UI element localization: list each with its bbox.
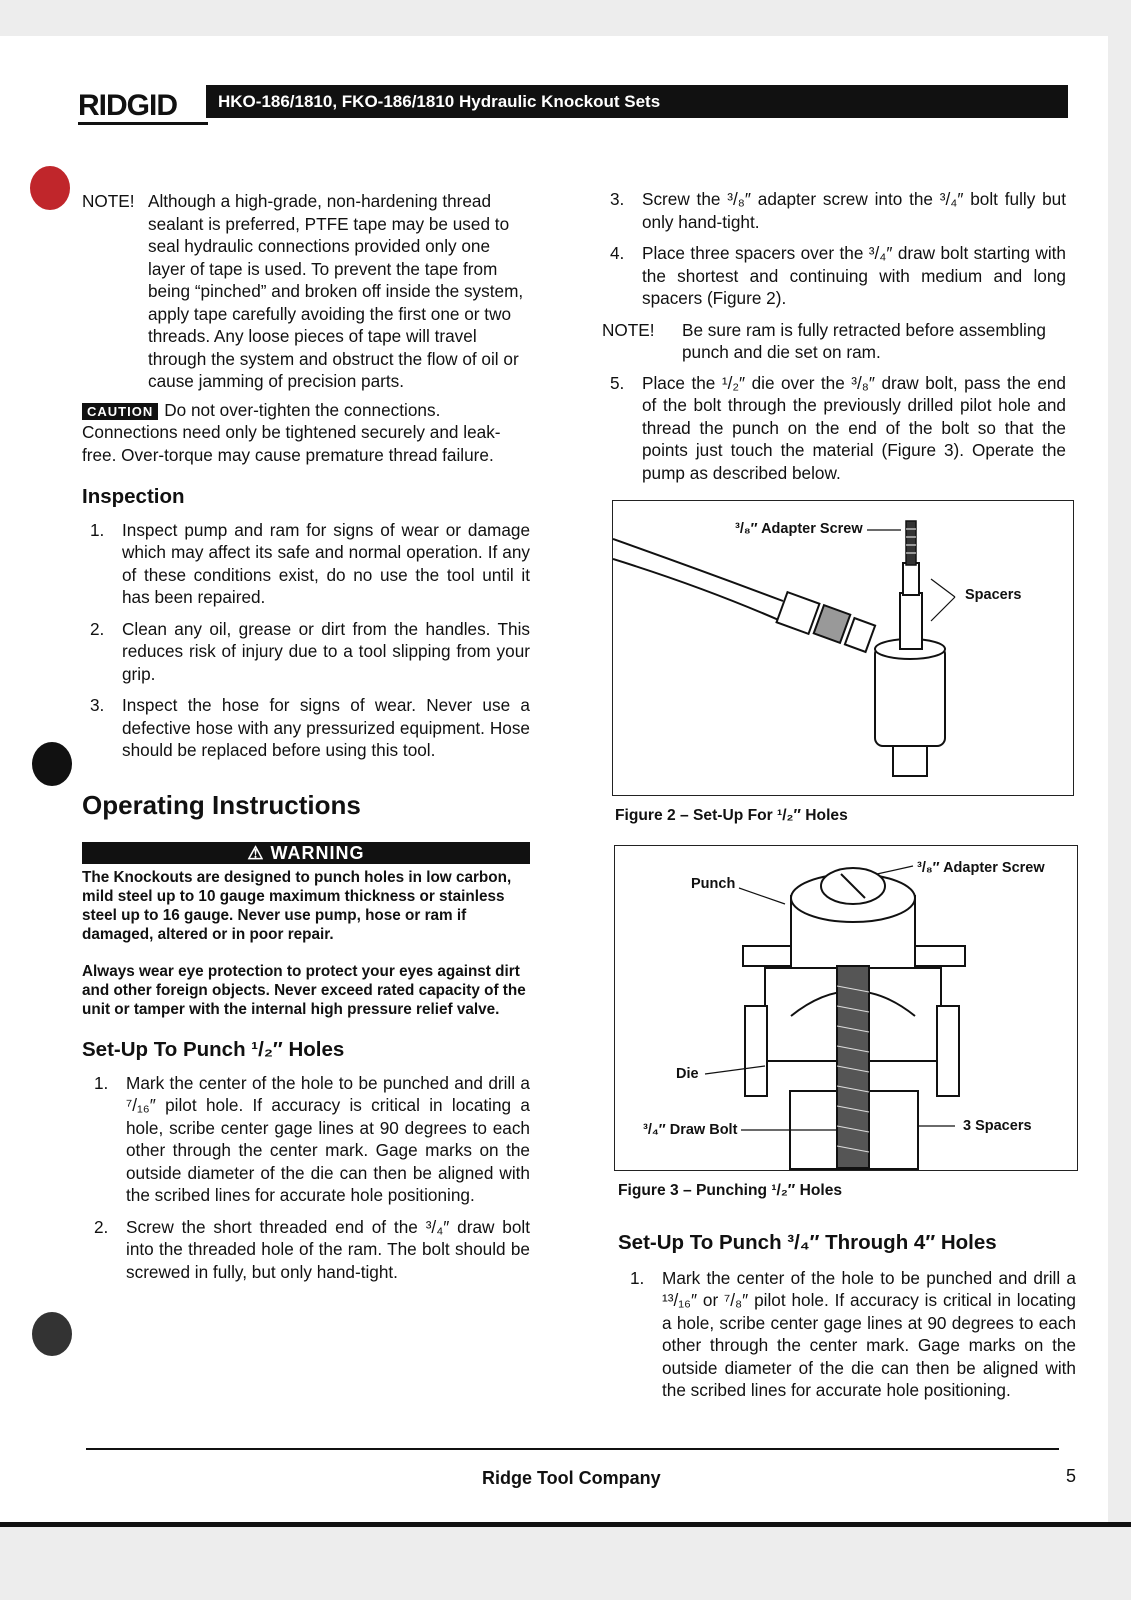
note-text: Be sure ram is fully retracted before assembling punch and die set on ram. (682, 319, 1046, 362)
left-column (82, 190, 530, 1292)
caution-badge: CAUTION (82, 403, 158, 420)
fig3-label-die: Die (676, 1066, 699, 1082)
warning-bar: ⚠ WARNING (82, 842, 530, 864)
list-item: 1. Inspect pump and ram for signs of wear or damage which may affect its safe and normal operation. If any of these conditions exist, do no use the tool until it has been repaired. (90, 519, 530, 607)
fig2-label-spacers: Spacers (965, 587, 1022, 603)
ridgid-logo: RIDGID (78, 89, 177, 122)
right-column-bottom (618, 1232, 1076, 1411)
right-column-top (602, 188, 1066, 493)
list-item: 5. Place the ¹/₂″ die over the ³/₈″ draw bolt, pass the end of the bolt through the previously drilled pilot hole and thread the punch on the end of the bolt so that the points just touch the material (Figure 3). Operate the pump as described below. (610, 372, 1066, 483)
operating-heading: Operating Instructions (82, 789, 361, 820)
figure-2-caption: Figure 2 – Set-Up For ¹/₂″ Holes (615, 807, 848, 824)
setup-large-list (618, 1267, 1076, 1402)
figure-2 (612, 500, 1074, 796)
figure-3-caption: Figure 3 – Punching ¹/₂″ Holes (618, 1182, 843, 1199)
warning-text-1: The Knockouts are designed to punch holes in low carbon, mild steel up to 10 gauge maximum thickness or stainless steel up to 16 gauge. Never use pump, hose or ram if damaged, altered or in poor repair. (82, 869, 512, 943)
list-item: 3. Screw the ³/₈″ adapter screw into the ³/₄″ bolt fully but only hand-tight. (610, 189, 1066, 232)
setup-half-list (82, 1072, 530, 1284)
note-sealant (82, 190, 530, 393)
caution-block (82, 399, 530, 467)
fig3-label-bolt: ³/₄″ Draw Bolt (643, 1122, 738, 1138)
footer-company: Ridge Tool Company (482, 1468, 661, 1488)
inspection-heading: Inspection (82, 485, 185, 508)
fig3-label-spacers: 3 Spacers (963, 1118, 1032, 1134)
page-number: 5 (1066, 1466, 1077, 1486)
list-item: 2. Screw the short threaded end of the ³/₄″ draw bolt into the threaded hole of the ram. The bolt should be screwed in fully, but only hand-tight. (94, 1216, 530, 1282)
setup-half-heading: Set-Up To Punch ¹/₂″ Holes (82, 1038, 345, 1061)
steps-3-4 (610, 188, 1066, 310)
figure-3 (614, 845, 1078, 1171)
note-label: NOTE! (82, 191, 135, 211)
list-item: 2. Clean any oil, grease or dirt from the handles. This reduces risk of injury due to a tool slipping from your grip. (90, 618, 530, 684)
note-text: Although a high-grade, non-hardening thread sealant is preferred, PTFE tape may be used to seal hydraulic connections provided only one layer of tape is used. To prevent the tape from being “pinched” and broken off inside the system, apply tape carefully avoiding the first one or two threads. Any loose pieces of tape will travel through the system and obstruct the flow of oil or cause jamming of precision parts. (148, 191, 524, 391)
warning-text-2: Always wear eye protection to protect your eyes against dirt and other foreign objects. Never exceed rated capacity of the unit or tamper with the internal high pressure relief valve. (82, 963, 526, 1018)
fig3-label-adapter: ³/₈″ Adapter Screw (917, 860, 1045, 876)
note-ram (602, 319, 1066, 364)
binder-hole-bottom (32, 1312, 72, 1356)
caution-text: Do not over-tighten the connections. Connections need only be tightened securely and leak-free. Over-torque may cause premature thread failure. (82, 399, 501, 465)
figure-2-drawing (613, 501, 1073, 795)
footer-rule (86, 1448, 1059, 1450)
setup-large-heading: Set-Up To Punch ³/₄″ Through 4″ Holes (618, 1231, 997, 1254)
page-header (78, 85, 1068, 123)
binder-hole-top (30, 166, 70, 210)
list-item: 1. Mark the center of the hole to be punched and drill a ¹³/₁₆″ or ⁷/₈″ pilot hole. If accuracy is critical in locating a hole, scribe center gage lines at 90 degrees to each other through the center mark. Gage marks on the outside diameter of the die can then be aligned with the scribed lines for accurate hole positioning. (630, 1267, 1076, 1400)
page-edge-shadow (0, 1522, 1131, 1527)
note-label: NOTE! (602, 319, 655, 340)
list-item: 4. Place three spacers over the ³/₄″ draw bolt starting with the shortest and continuing with medium and long spacers (Figure 2). (610, 243, 1066, 308)
inspection-list (82, 519, 530, 762)
fig3-label-punch: Punch (691, 876, 736, 892)
fig2-label-adapter: ³/₈″ Adapter Screw (735, 521, 863, 537)
list-item: 3. Inspect the hose for signs of wear. Never use a defective hose with any pressurized equipment. Hose should be replaced before using this tool. (90, 695, 530, 760)
binder-hole-middle (32, 742, 72, 786)
header-title: HKO-186/1810, FKO-186/1810 Hydraulic Knockout Sets (206, 85, 1068, 118)
step-5 (610, 372, 1066, 485)
logo-underline (78, 122, 208, 125)
list-item: 1. Mark the center of the hole to be punched and drill a ⁷/₁₆″ pilot hole. If accuracy is critical in locating a hole, scribe center gage lines at 90 degrees to each other through the center mark. Gage marks on the outside diameter of the die can then be aligned with the scribed lines for accurate hole positioning. (94, 1072, 530, 1205)
